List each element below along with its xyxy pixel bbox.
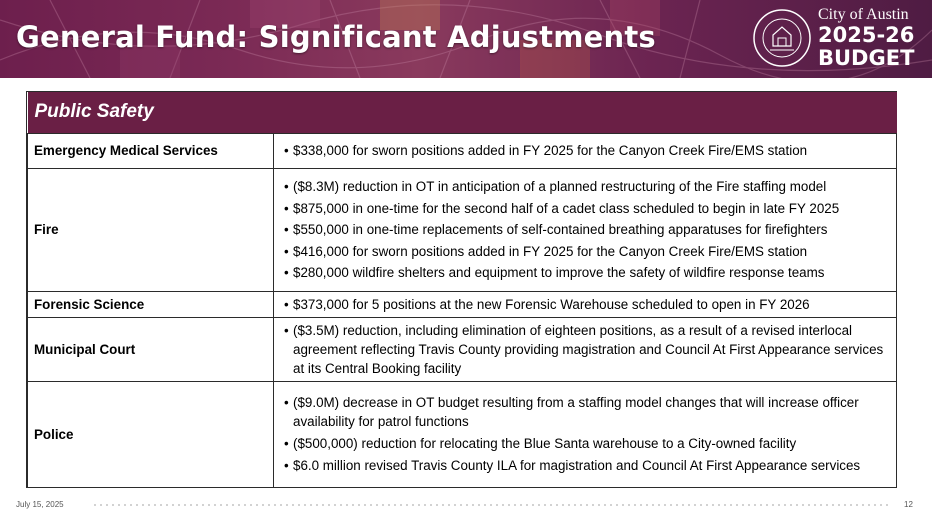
header-banner (0, 0, 932, 78)
row-items (274, 168, 897, 291)
section-header: Public Safety (28, 92, 897, 133)
list-item: • $875,000 in one-time for the second half of a cadet class scheduled to begin in late FY 2025 (284, 199, 888, 218)
list-item: • ($9.0M) decrease in OT budget resulting from a staffing model changes that will increase officer availability for patrol functions (284, 393, 888, 431)
row-items (274, 381, 897, 487)
list-item: • $280,000 wildfire shelters and equipment to improve the safety of wildfire response teams (284, 263, 888, 282)
footer-divider (92, 504, 892, 506)
row-label: Fire (28, 168, 274, 291)
row-items (274, 291, 897, 317)
list-item: • $6.0 million revised Travis County ILA for magistration and Council At First Appearance services (284, 456, 888, 475)
table-row (28, 317, 897, 381)
list-item: • ($8.3M) reduction in OT in anticipation of a planned restructuring of the Fire staffing model (284, 177, 888, 196)
budget-brand (818, 6, 926, 69)
list-item: • $550,000 in one-time replacements of self-contained breathing apparatuses for firefighters (284, 220, 888, 239)
table-row (28, 291, 897, 317)
page-title: General Fund: Significant Adjustments (16, 20, 656, 54)
row-label: Emergency Medical Services (28, 133, 274, 168)
row-items (274, 317, 897, 381)
brand-year: 2025-26 (818, 23, 915, 47)
table-row (28, 381, 897, 487)
table-row (28, 168, 897, 291)
footer-date: July 15, 2025 (16, 500, 64, 509)
list-item: • $416,000 for sworn positions added in FY 2025 for the Canyon Creek Fire/EMS station (284, 242, 888, 261)
brand-budget: BUDGET (818, 46, 915, 70)
list-item: • ($3.5M) reduction, including elimination of eighteen positions, as a result of a revised interlocal agreement reflecting Travis County providing magistration and Council At First Appearance services at its Central Booking facility (284, 321, 888, 378)
adjustments-table (26, 91, 897, 488)
row-label: Municipal Court (28, 317, 274, 381)
list-item: • $338,000 for sworn positions added in FY 2025 for the Canyon Creek Fire/EMS station (284, 141, 888, 160)
city-seal-icon (752, 8, 812, 68)
table-row (28, 133, 897, 168)
row-label: Forensic Science (28, 291, 274, 317)
list-item: • $373,000 for 5 positions at the new Forensic Warehouse scheduled to open in FY 2026 (284, 295, 888, 314)
page-number: 12 (904, 500, 913, 509)
row-label: Police (28, 381, 274, 487)
row-items (274, 133, 897, 168)
brand-city: City of Austin (818, 6, 909, 23)
list-item: • ($500,000) reduction for relocating the Blue Santa warehouse to a City-owned facility (284, 434, 888, 453)
